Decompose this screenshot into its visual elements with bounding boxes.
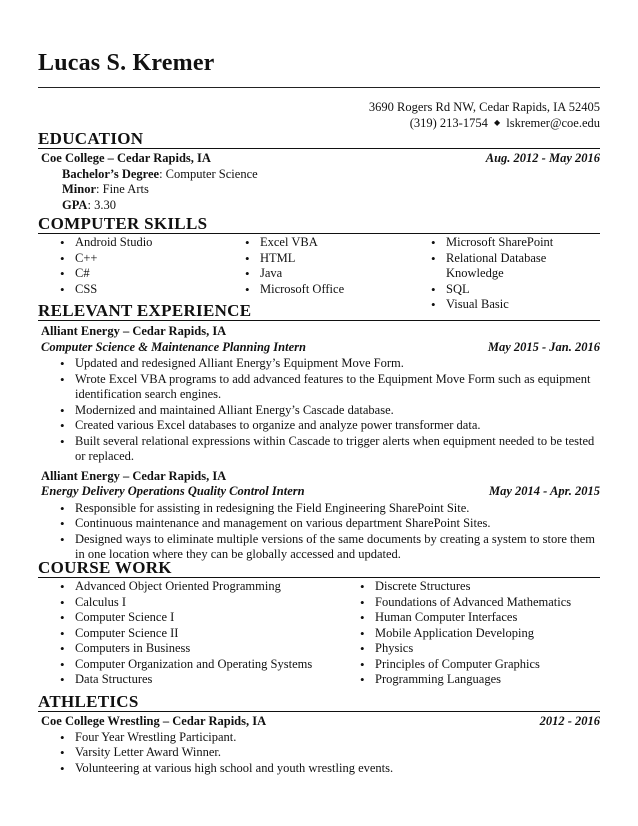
list-item: • Computer Science II — [38, 626, 338, 642]
job-dates: May 2014 - Apr. 2015 — [489, 484, 600, 498]
experience-section — [38, 302, 600, 563]
address: 3690 Rogers Rd NW, Cedar Rapids, IA 52405 — [368, 100, 600, 114]
minor-line — [38, 182, 600, 198]
list-item: • Microsoft Office — [223, 282, 409, 298]
job-role: Energy Delivery Operations Quality Control Intern — [41, 484, 305, 498]
list-item: • Designed ways to eliminate multiple versions of the same documents by creating a system to store them in one location where they can be globally accessed and updated. — [38, 532, 600, 563]
gpa-line — [38, 198, 600, 214]
list-item: • Volunteering at various high school and youth wrestling events. — [38, 761, 600, 777]
diamond-separator-icon: ◆ — [493, 118, 501, 127]
list-item: • Modernized and maintained Alliant Energy’s Cascade database. — [38, 403, 600, 419]
gpa-value: : 3.30 — [87, 197, 116, 212]
section-title-education: EDUCATION — [38, 130, 600, 149]
list-item: • Wrote Excel VBA programs to add advanced features to the Equipment Move Form such as equipment identification search engines. — [38, 372, 600, 403]
list-item: • Continuous maintenance and management on various department SharePoint Sites. — [38, 516, 600, 532]
email-link[interactable]: lskremer@coe.edu — [506, 116, 600, 130]
list-item: • Excel VBA — [223, 235, 409, 251]
list-item: • Visual Basic — [409, 297, 599, 313]
list-item: • Advanced Object Oriented Programming — [38, 579, 338, 595]
list-item: • Principles of Computer Graphics — [338, 657, 598, 673]
list-item: • Programming Languages — [338, 672, 598, 688]
job-company: Alliant Energy – Cedar Rapids, IA — [41, 468, 227, 483]
list-item: • Varsity Letter Award Winner. — [38, 745, 600, 761]
job-dates: May 2015 - Jan. 2016 — [487, 339, 600, 354]
list-item: • Data Structures — [38, 672, 338, 688]
job-role-row — [38, 484, 600, 500]
list-item: • Mobile Application Developing — [338, 626, 598, 642]
list-item: • Responsible for assisting in redesigning the Field Engineering SharePoint Site. — [38, 501, 600, 517]
degree-line — [38, 167, 600, 183]
list-item: • CSS — [38, 282, 223, 298]
list-item: • Computer Science I — [38, 610, 338, 626]
list-item: • Physics — [338, 641, 598, 657]
degree-label: Bachelor’s Degree — [62, 166, 160, 181]
list-item: • Calculus I — [38, 595, 338, 611]
list-item: • Microsoft SharePoint — [409, 235, 599, 251]
coursework-columns — [38, 579, 600, 688]
list-item: • Relational Database Knowledge — [409, 251, 599, 282]
education-header-row — [38, 151, 600, 167]
list-item: • Created various Excel databases to organize and analyze power transformer data. — [38, 418, 600, 434]
contact-block — [369, 99, 600, 131]
athletics-section — [38, 693, 600, 776]
list-item: • C++ — [38, 251, 223, 267]
coursework-section — [38, 559, 600, 688]
list-item: • Computer Organization and Operating Systems — [38, 657, 338, 673]
header-divider — [38, 87, 600, 88]
section-title-skills: COMPUTER SKILLS — [38, 215, 600, 234]
list-item: • Computers in Business — [38, 641, 338, 657]
coursework-col-1 — [38, 579, 338, 688]
job-bullets — [38, 501, 600, 563]
athletics-header-row — [38, 714, 600, 730]
job-bullets — [38, 356, 600, 465]
athletics-bullets — [38, 730, 600, 777]
list-item: • Android Studio — [38, 235, 223, 251]
list-item: • Updated and redesigned Alliant Energy’s Equipment Move Form. — [38, 356, 600, 372]
section-title-experience: RELEVANT EXPERIENCE — [38, 302, 600, 321]
athletics-dates: 2012 - 2016 — [539, 714, 600, 728]
list-item: • HTML — [223, 251, 409, 267]
job-entry — [38, 469, 600, 563]
minor-label: Minor — [62, 182, 97, 196]
skills-col-3 — [409, 235, 599, 313]
list-item: • Foundations of Advanced Mathematics — [338, 595, 598, 611]
minor-value: : Fine Arts — [96, 182, 149, 196]
list-item: • C# — [38, 266, 223, 282]
job-entry — [38, 324, 600, 465]
gpa-label: GPA — [62, 197, 88, 212]
job-role-row — [38, 340, 600, 356]
section-title-athletics: ATHLETICS — [38, 693, 600, 712]
section-title-coursework: COURSE WORK — [38, 559, 600, 578]
skills-section — [38, 215, 600, 313]
list-item: • Java — [223, 266, 409, 282]
job-role: Computer Science & Maintenance Planning Intern — [41, 339, 306, 354]
athletics-org: Coe College Wrestling – Cedar Rapids, IA — [41, 714, 267, 728]
contact-line — [369, 115, 600, 131]
list-item: • Four Year Wrestling Participant. — [38, 730, 600, 746]
phone: (319) 213-1754 — [409, 116, 488, 130]
coursework-col-2 — [338, 579, 598, 688]
list-item: • SQL — [409, 282, 599, 298]
resume-name: Lucas S. Kremer — [38, 50, 215, 76]
degree-value: : Computer Science — [159, 166, 258, 181]
list-item: • Built several relational expressions within Cascade to trigger alerts when equipment needed to be tested or replaced. — [38, 434, 600, 465]
school-name: Coe College – Cedar Rapids, IA — [41, 151, 211, 165]
list-item: • Discrete Structures — [338, 579, 598, 595]
education-section — [38, 130, 600, 213]
list-item: • Human Computer Interfaces — [338, 610, 598, 626]
job-company: Alliant Energy – Cedar Rapids, IA — [41, 324, 227, 338]
education-dates: Aug. 2012 - May 2016 — [485, 151, 600, 165]
